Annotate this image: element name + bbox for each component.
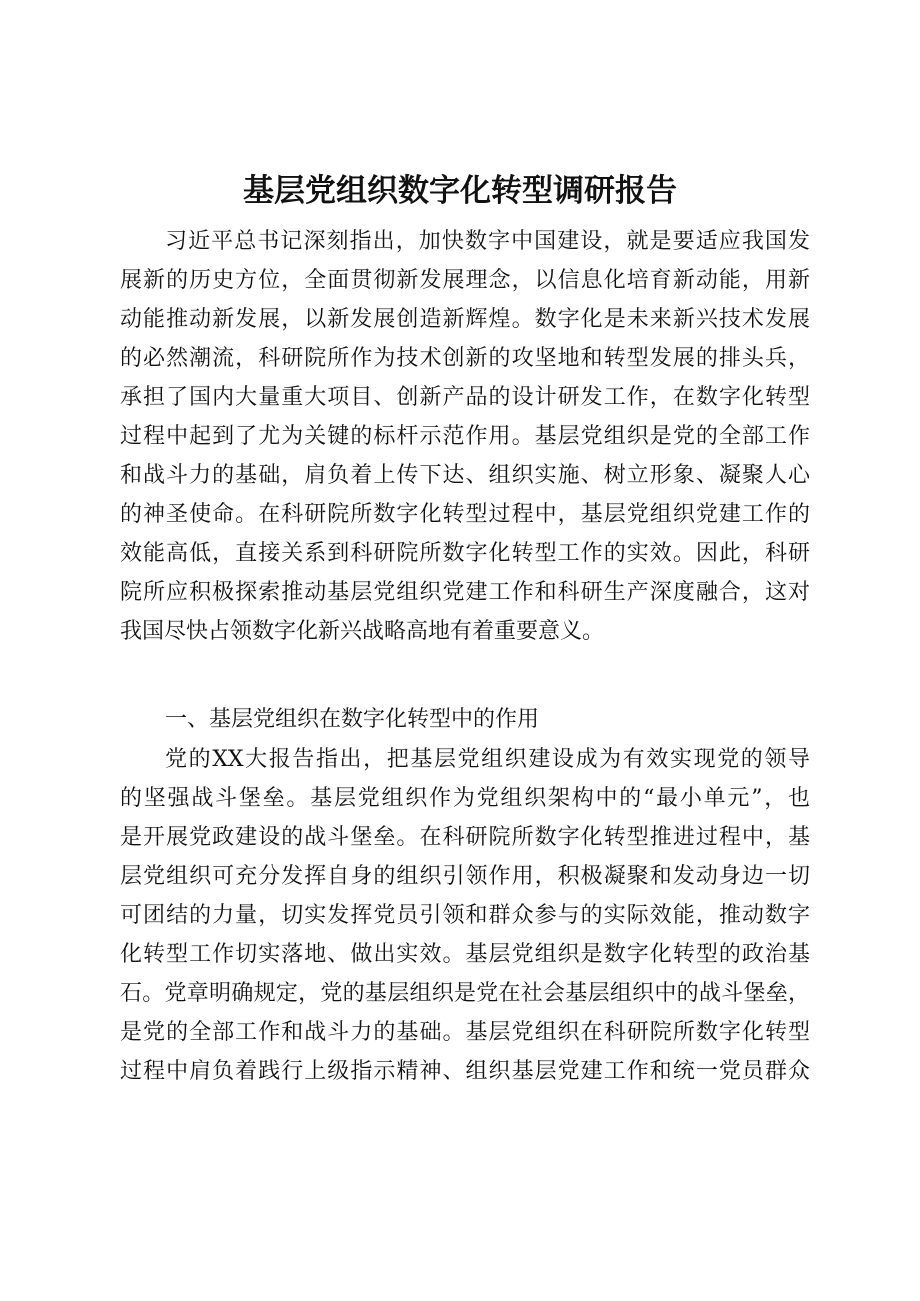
text-line: 和战斗力的基础，肩负着上传下达、组织实施、树立形象、凝聚人心 (120, 463, 810, 488)
text-line: 过程中肩负着践行上级指示精神、组织基层党建工作和统一党员群众 (120, 1059, 810, 1084)
text-line: 层党组织可充分发挥自身的组织引领作用，积极凝聚和发动身边一切 (120, 864, 810, 889)
text-line: 石。党章明确规定，党的基层组织是党在社会基层组织中的战斗堡垒， (120, 981, 810, 1006)
document-title: 基层党组织数字化转型调研报告 (243, 173, 677, 209)
text-line: 的必然潮流，科研院所作为技术创新的攻坚地和转型发展的排头兵， (120, 346, 810, 371)
text-line: 习近平总书记深刻指出，加快数字中国建设，就是要适应我国发 (165, 229, 810, 254)
text-line: 效能高低，直接关系到科研院所数字化转型工作的实效。因此，科研 (120, 541, 810, 566)
text-line: 是党的全部工作和战斗力的基础。基层党组织在科研院所数字化转型 (120, 1020, 810, 1045)
paragraph-section1 (120, 740, 810, 1091)
paragraph-intro (120, 222, 810, 651)
text-line: 展新的历史方位，全面贯彻新发展理念，以信息化培育新动能，用新 (120, 268, 810, 293)
text-line: 动能推动新发展，以新发展创造新辉煌。数字化是未来新兴技术发展 (120, 307, 810, 332)
text-line: 过程中起到了尤为关键的标杆示范作用。基层党组织是党的全部工作 (120, 424, 810, 449)
text-line: 院所应积极探索推动基层党组织党建工作和科研生产深度融合，这对 (120, 580, 810, 605)
text-line: 党的XX大报告指出，把基层党组织建设成为有效实现党的领导 (165, 747, 810, 772)
text-line: 的坚强战斗堡垒。基层党组织作为党组织架构中的“最小单元”，也 (120, 786, 810, 811)
text-line: 我国尽快占领数字化新兴战略高地有着重要意义。 (120, 619, 605, 644)
section-heading: 一、基层党组织在数字化转型中的作用 (165, 707, 540, 732)
text-line: 化转型工作切实落地、做出实效。基层党组织是数字化转型的政治基 (120, 942, 810, 967)
text-line: 的神圣使命。在科研院所数字化转型过程中，基层党组织党建工作的 (120, 502, 810, 527)
text-line: 承担了国内大量重大项目、创新产品的设计研发工作，在数字化转型 (120, 385, 810, 410)
text-line: 可团结的力量，切实发挥党员引领和群众参与的实际效能，推动数字 (120, 903, 810, 928)
text-line: 是开展党政建设的战斗堡垒。在科研院所数字化转型推进过程中，基 (120, 825, 810, 850)
